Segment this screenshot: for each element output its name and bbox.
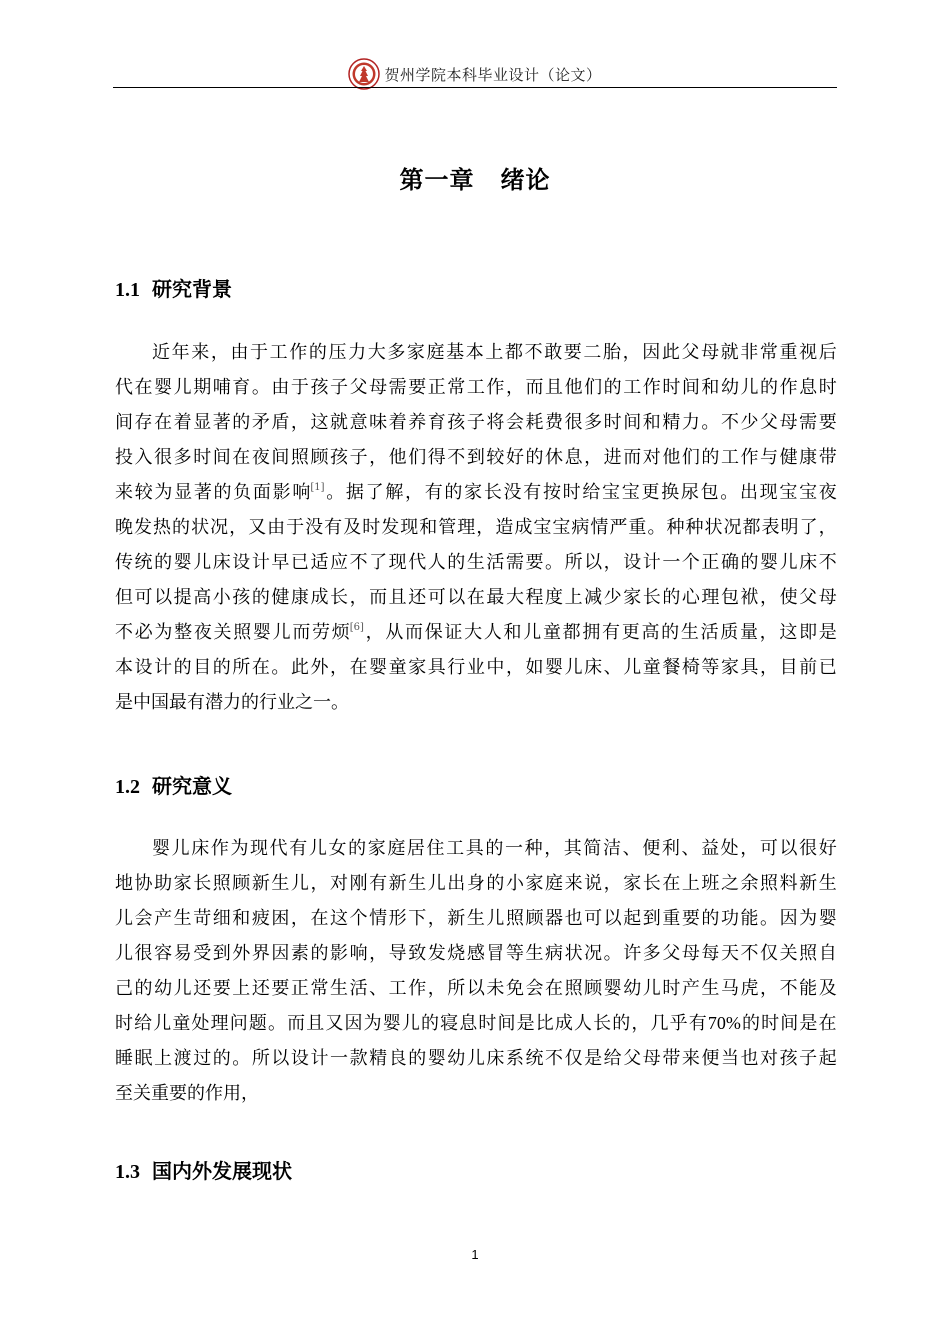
- section-heading-1-3: [115, 1158, 292, 1185]
- chapter-name: 绪论: [500, 166, 551, 194]
- page-number: 1: [471, 1247, 479, 1262]
- paragraph-line: 不 必 为 整 夜 关 照 婴 儿 而 劳 烦[6] ， 从 而 保 证 大 人 和 儿 童 都 拥 有 更 高 的 生 活 质 量 ， 这 即 是: [115, 622, 837, 643]
- section-heading-1-2: [115, 773, 232, 800]
- paragraph-line: 但 可 以 提 高 小 孩 的 健 康 成 长 ， 而 且 还 可 以 在 最 大 程 度 上 减 少 家 长 的 心 理 包 袱 ， 使 父 母: [115, 587, 837, 608]
- paragraph-line: 来 较 为 显 著 的 负 面 影 响[1] 。 据 了 解 ， 有 的 家 长 没 有 按 时 给 宝 宝 更 换 尿 包 。 出 现 宝 宝 夜: [115, 482, 837, 503]
- paragraph-line: 儿 很 容 易 受 到 外 界 因 素 的 影 响 ， 导 致 发 烧 感 冒 等 生 病 状 况 。 许 多 父 母 每 天 不 仅 关 照 自: [115, 943, 837, 964]
- section-number: 1.2: [115, 776, 140, 798]
- paragraph-line: 晚 发 热 的 状 况 ， 又 由 于 没 有 及 时 发 现 和 管 理 ， 造 成 宝 宝 病 情 严 重 。 种 种 状 况 都 表 明 了 ，: [115, 517, 837, 538]
- header-title: 贺州学院本科毕业设计（论文）: [384, 66, 602, 84]
- paragraph-research-background: [115, 335, 837, 720]
- paragraph-research-significance: [115, 831, 837, 1111]
- citation-ref: [6]: [349, 622, 364, 633]
- section-heading-1-1: [115, 276, 232, 303]
- paragraph-line: 至 关 重 要 的 作 用 ，: [115, 1083, 259, 1104]
- page-header: [113, 62, 837, 90]
- university-seal-icon: [348, 58, 380, 90]
- header-rule: [113, 87, 837, 88]
- paragraph-line: 儿 会 产 生 苛 细 和 疲 困 ， 在 这 个 情 形 下 ， 新 生 儿 照 顾 器 也 可 以 起 到 重 要 的 功 能 。 因 为 婴: [115, 908, 837, 929]
- section-title: 国内外发展现状: [152, 1159, 292, 1183]
- section-title: 研究背景: [152, 277, 232, 301]
- section-number: 1.3: [115, 1161, 140, 1183]
- paragraph-line: 近 年 来 ， 由 于 工 作 的 压 力 大 多 家 庭 基 本 上 都 不 敢 要 二 胎 ， 因 此 父 母 就 非 常 重 视 后: [152, 342, 837, 363]
- paragraph-line: 时 给 儿 童 处 理 问 题 。 而 且 又 因 为 婴 儿 的 寝 息 时 间 是 比 成 人 长 的 ， 几 乎 有 70% 的 时 间 是 在: [115, 1013, 837, 1034]
- section-title: 研究意义: [152, 774, 232, 798]
- paragraph-line: 传 统 的 婴 儿 床 设 计 早 已 适 应 不 了 现 代 人 的 生 活 需 要 。 所 以 ， 设 计 一 个 正 确 的 婴 儿 床 不: [115, 552, 837, 573]
- paragraph-line: 地 协 助 家 长 照 顾 新 生 儿 ， 对 刚 有 新 生 儿 出 身 的 小 家 庭 来 说 ， 家 长 在 上 班 之 余 照 料 新 生: [115, 873, 837, 894]
- paragraph-line: 间 存 在 着 显 著 的 矛 盾 ， 这 就 意 味 着 养 育 孩 子 将 会 耗 费 很 多 时 间 和 精 力 。 不 少 父 母 需 要: [115, 412, 837, 433]
- chapter-title: [0, 160, 950, 195]
- chapter-label: 第一章: [399, 166, 475, 194]
- paragraph-line: 婴 儿 床 作 为 现 代 有 儿 女 的 家 庭 居 住 工 具 的 一 种 ， 其 简 洁 、 便 利 、 益 处 ， 可 以 很 好: [152, 838, 837, 859]
- paragraph-line: 代 在 婴 儿 期 哺 育 。 由 于 孩 子 父 母 需 要 正 常 工 作 ， 而 且 他 们 的 工 作 时 间 和 幼 儿 的 作 息 时: [115, 377, 837, 398]
- paragraph-line: 是 中 国 最 有 潜 力 的 行 业 之 一 。: [115, 692, 349, 713]
- paragraph-line: 睡 眠 上 渡 过 的 。 所 以 设 计 一 款 精 良 的 婴 幼 儿 床 系 统 不 仅 是 给 父 母 带 来 便 当 也 对 孩 子 起: [115, 1048, 837, 1069]
- section-number: 1.1: [115, 279, 140, 301]
- citation-ref: [1]: [310, 482, 325, 493]
- paragraph-line: 投 入 很 多 时 间 在 夜 间 照 顾 孩 子 ， 他 们 得 不 到 较 好 的 休 息 ， 进 而 对 他 们 的 工 作 与 健 康 带: [115, 447, 837, 468]
- paragraph-line: 本 设 计 的 目 的 所 在 。 此 外 ， 在 婴 童 家 具 行 业 中 ， 如 婴 儿 床 、 儿 童 餐 椅 等 家 具 ， 目 前 已: [115, 657, 837, 678]
- paragraph-line: 己 的 幼 儿 还 要 上 还 要 正 常 生 活 、 工 作 ， 所 以 未 免 会 在 照 顾 婴 幼 儿 时 产 生 马 虎 ， 不 能 及: [115, 978, 837, 999]
